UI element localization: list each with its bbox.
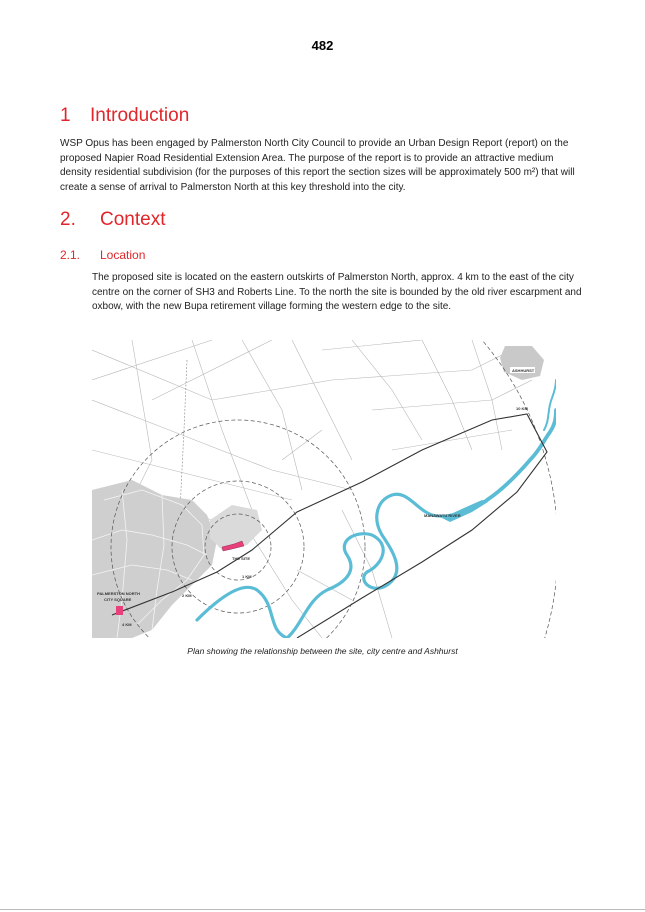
label-city-square-2: CITY SQUARE	[104, 597, 132, 602]
subsection-number: 2.1.	[60, 248, 81, 262]
location-map	[92, 340, 556, 638]
label-4km: 4 KM	[122, 622, 132, 627]
label-city-square-1: PALMERSTON NORTH	[97, 591, 140, 596]
label-2km: 2 KM	[182, 593, 192, 598]
river-widening	[442, 500, 488, 522]
section-number: 1	[60, 105, 71, 126]
label-1km: 1 KM	[242, 574, 252, 579]
label-10km: 10 KM	[516, 406, 528, 411]
label-the-site: THE SITE	[232, 556, 251, 561]
city-square-marker	[116, 606, 123, 615]
page-bottom-rule	[0, 909, 645, 910]
urban-area-ashhurst	[500, 346, 544, 380]
label-river: MANAWATU RIVER	[424, 513, 461, 518]
map-caption: Plan showing the relationship between the site, city centre and Ashhurst	[187, 646, 458, 656]
section-heading-context	[60, 209, 165, 231]
label-ashhurst: ASHHURST	[512, 368, 535, 373]
page-number: 482	[311, 38, 334, 53]
introduction-paragraph: WSP Opus has been engaged by Palmerston North City Council to provide an Urban Design Report (report) on the proposed Napier Road Residential Extension Area. The purpose of the report is to provide an attractive medium density residential subdivision (for the purposes of this report the section sizes will be approximately 500 m²) that will create a sense of arrival to Palmerston North at this key threshold into the city.	[60, 138, 575, 193]
subsection-heading-location	[60, 248, 145, 262]
section-number: 2.	[60, 209, 76, 230]
section-heading-introduction	[60, 105, 189, 127]
section-title: Introduction	[90, 105, 190, 126]
section-title: Context	[100, 209, 166, 230]
urban-area-palmerston-north	[92, 480, 217, 638]
location-paragraph: The proposed site is located on the eastern outskirts of Palmerston North, approx. 4 km to the east of the city centre on the corner of SH3 and Roberts Line. To the north the site is bounded by the old river escarpment and oxbow, with the new Bupa retirement village forming the western edge to the site.	[92, 272, 582, 313]
subsection-title: Location	[100, 248, 146, 262]
